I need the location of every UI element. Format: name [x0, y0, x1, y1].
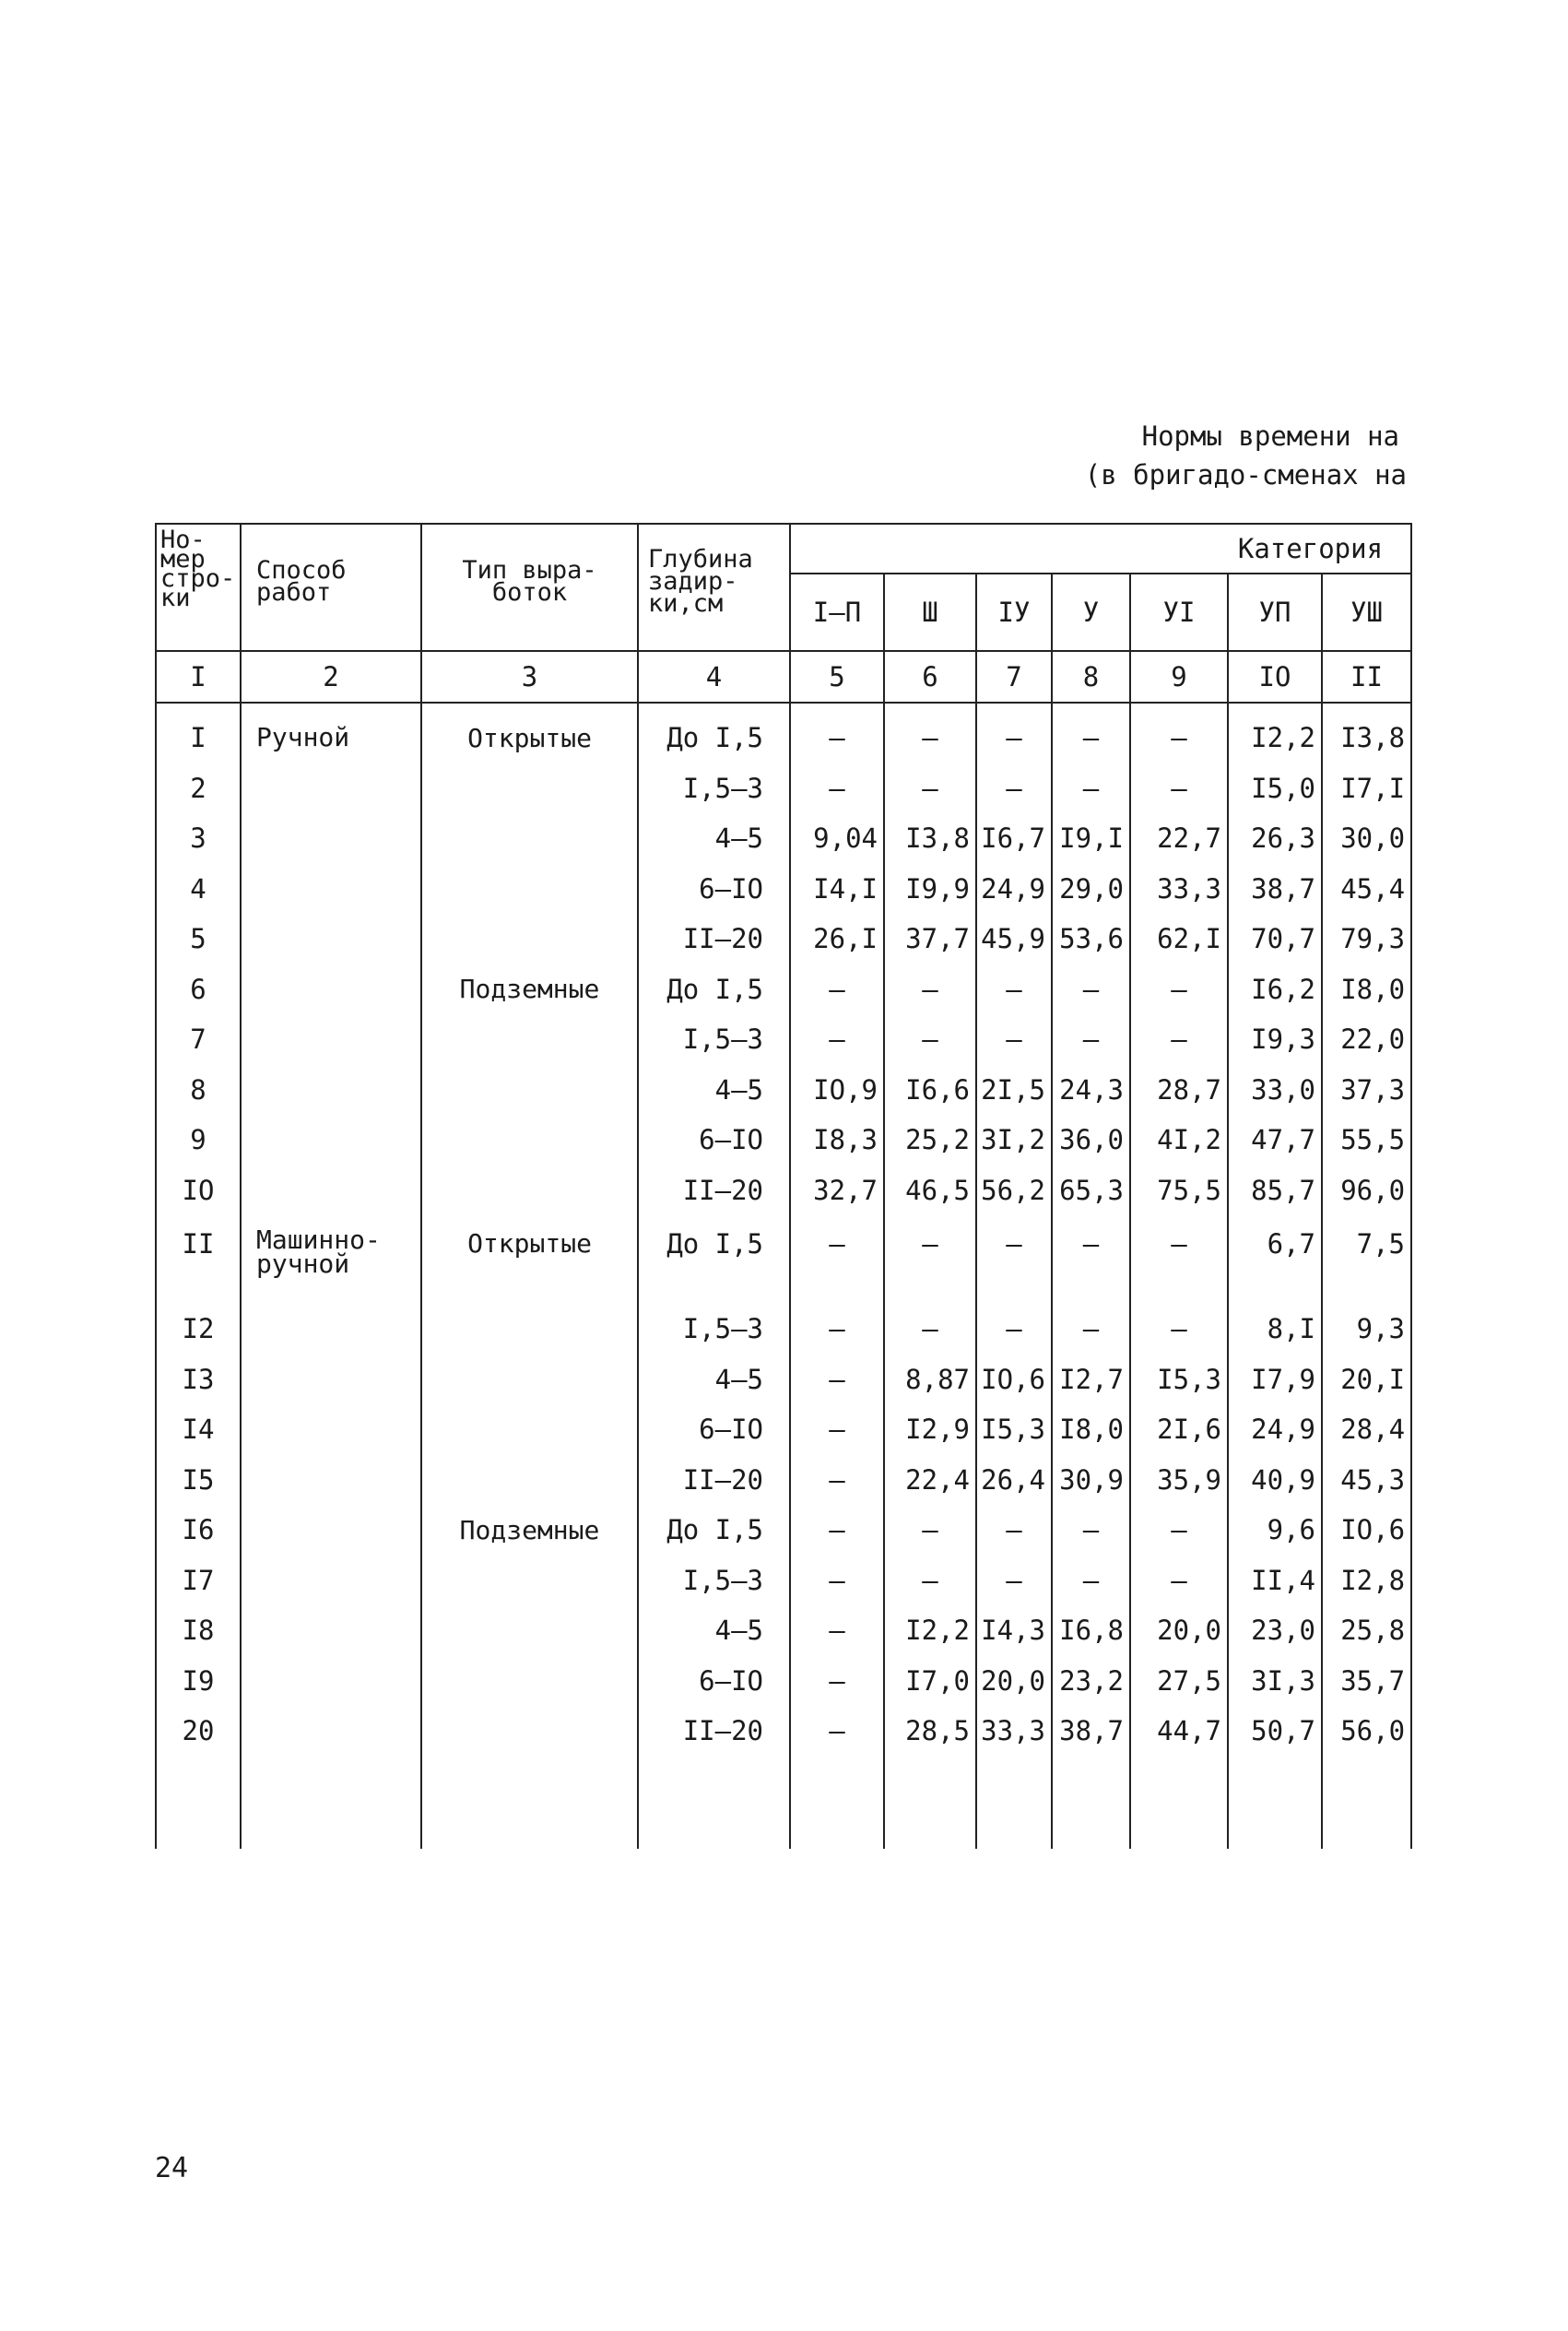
method-cell: [241, 813, 421, 864]
value-cell: I5,0: [1228, 763, 1322, 814]
method-cell: Машинно- ручной: [241, 1215, 421, 1304]
depth-cell: I,5–3: [638, 1556, 790, 1606]
value-cell: 40,9: [1228, 1455, 1322, 1506]
value-cell: I8,3: [790, 1115, 884, 1166]
column-number: 7: [976, 651, 1052, 703]
value-cell: –: [790, 1455, 884, 1506]
value-cell: 7,5: [1322, 1215, 1411, 1304]
value-cell: 62,I: [1130, 914, 1228, 964]
value-cell: –: [884, 1556, 976, 1606]
value-cell: –: [790, 1215, 884, 1304]
depth-cell: II–20: [638, 1166, 790, 1216]
value-cell: 32,7: [790, 1166, 884, 1216]
value-cell: –: [976, 1215, 1052, 1304]
value-cell: IO,9: [790, 1065, 884, 1116]
method-cell: [241, 914, 421, 964]
row-number: 8: [156, 1065, 241, 1116]
value-cell: 36,0: [1052, 1115, 1130, 1166]
value-cell: 38,7: [1228, 864, 1322, 915]
value-cell: –: [1052, 763, 1130, 814]
value-cell: I6,7: [976, 813, 1052, 864]
value-cell: 30,0: [1322, 813, 1411, 864]
row-number: 6: [156, 964, 241, 1015]
header-category-col: IУ: [976, 574, 1052, 651]
value-cell: 3I,3: [1228, 1656, 1322, 1707]
depth-cell: 6–IO: [638, 1115, 790, 1166]
header-category: Категория: [790, 524, 1411, 574]
value-cell: I8,0: [1052, 1404, 1130, 1455]
value-cell: –: [1130, 1014, 1228, 1065]
method-cell: [241, 1605, 421, 1656]
value-cell: –: [790, 1355, 884, 1405]
value-cell: –: [1130, 964, 1228, 1015]
depth-cell: До I,5: [638, 1215, 790, 1304]
working-type-cell: [421, 1304, 638, 1355]
value-cell: –: [1052, 1215, 1130, 1304]
table-row: [156, 1065, 1411, 1116]
table-row: [156, 1656, 1411, 1707]
working-type-cell: [421, 914, 638, 964]
row-number: I7: [156, 1556, 241, 1606]
value-cell: I3,8: [884, 813, 976, 864]
method-cell: [241, 763, 421, 814]
column-number: II: [1322, 651, 1411, 703]
row-number: I2: [156, 1304, 241, 1355]
value-cell: 50,7: [1228, 1706, 1322, 1757]
value-cell: 22,4: [884, 1455, 976, 1506]
value-cell: 33,0: [1228, 1065, 1322, 1116]
value-cell: I2,9: [884, 1404, 976, 1455]
table-row: [156, 703, 1411, 763]
value-cell: I6,8: [1052, 1605, 1130, 1656]
value-cell: 26,4: [976, 1455, 1052, 1506]
value-cell: 24,9: [1228, 1404, 1322, 1455]
table-row: [156, 1215, 1411, 1304]
value-cell: 3I,2: [976, 1115, 1052, 1166]
value-cell: I6,6: [884, 1065, 976, 1116]
method-cell: [241, 1404, 421, 1455]
empty-cell: [638, 1757, 790, 1849]
working-type-cell: [421, 1656, 638, 1707]
value-cell: –: [884, 1505, 976, 1556]
depth-cell: 4–5: [638, 1605, 790, 1656]
value-cell: IO,6: [976, 1355, 1052, 1405]
value-cell: –: [1052, 964, 1130, 1015]
method-cell: [241, 1706, 421, 1757]
column-number: IO: [1228, 651, 1322, 703]
value-cell: 56,2: [976, 1166, 1052, 1216]
value-cell: I4,I: [790, 864, 884, 915]
working-type-cell: [421, 864, 638, 915]
header-category-col: УП: [1228, 574, 1322, 651]
page-number: 24: [155, 2152, 189, 2184]
value-cell: 65,3: [1052, 1166, 1130, 1216]
value-cell: 70,7: [1228, 914, 1322, 964]
depth-cell: I,5–3: [638, 1014, 790, 1065]
empty-cell: [1130, 1757, 1228, 1849]
row-number: 4: [156, 864, 241, 915]
depth-cell: 6–IO: [638, 1404, 790, 1455]
header-category-col: I–П: [790, 574, 884, 651]
value-cell: 24,9: [976, 864, 1052, 915]
depth-cell: До I,5: [638, 964, 790, 1015]
method-cell: [241, 1455, 421, 1506]
value-cell: –: [790, 1706, 884, 1757]
value-cell: I2,7: [1052, 1355, 1130, 1405]
value-cell: –: [976, 703, 1052, 763]
value-cell: 2I,5: [976, 1065, 1052, 1116]
working-type-cell: Подземные: [421, 1505, 638, 1556]
table-row: [156, 1505, 1411, 1556]
value-cell: 23,0: [1228, 1605, 1322, 1656]
value-cell: –: [976, 763, 1052, 814]
depth-cell: II–20: [638, 1706, 790, 1757]
value-cell: 56,0: [1322, 1706, 1411, 1757]
table-row: [156, 1706, 1411, 1757]
depth-cell: I,5–3: [638, 763, 790, 814]
value-cell: 8,I: [1228, 1304, 1322, 1355]
value-cell: I9,I: [1052, 813, 1130, 864]
value-cell: 20,I: [1322, 1355, 1411, 1405]
header-category-col: УI: [1130, 574, 1228, 651]
row-number: I4: [156, 1404, 241, 1455]
depth-cell: До I,5: [638, 703, 790, 763]
value-cell: –: [790, 1404, 884, 1455]
value-cell: 53,6: [1052, 914, 1130, 964]
value-cell: 29,0: [1052, 864, 1130, 915]
norms-table: [155, 523, 1410, 1809]
value-cell: 45,9: [976, 914, 1052, 964]
value-cell: –: [1130, 1304, 1228, 1355]
header-working-type: Тип выра- боток: [421, 524, 638, 651]
header-method: Способ работ: [241, 524, 421, 651]
value-cell: –: [790, 1304, 884, 1355]
value-cell: 8,87: [884, 1355, 976, 1405]
working-type-cell: [421, 1556, 638, 1606]
row-number: I9: [156, 1656, 241, 1707]
value-cell: 23,2: [1052, 1656, 1130, 1707]
depth-cell: II–20: [638, 1455, 790, 1506]
table-row: [156, 864, 1411, 915]
table-row: [156, 1605, 1411, 1656]
value-cell: –: [790, 1014, 884, 1065]
value-cell: 25,2: [884, 1115, 976, 1166]
empty-cell: [1052, 1757, 1130, 1849]
value-cell: 27,5: [1130, 1656, 1228, 1707]
caption-line-2: (в бригадо-сменах на: [1084, 459, 1407, 491]
depth-cell: II–20: [638, 914, 790, 964]
value-cell: 38,7: [1052, 1706, 1130, 1757]
value-cell: –: [1130, 763, 1228, 814]
table-spacer-row: [156, 1757, 1411, 1849]
table-row: [156, 763, 1411, 814]
header-category-col: Ш: [884, 574, 976, 651]
value-cell: –: [976, 1014, 1052, 1065]
value-cell: 79,3: [1322, 914, 1411, 964]
value-cell: I2,2: [884, 1605, 976, 1656]
value-cell: –: [884, 1215, 976, 1304]
depth-cell: 6–IO: [638, 1656, 790, 1707]
working-type-cell: [421, 1355, 638, 1405]
value-cell: –: [790, 964, 884, 1015]
row-number: 9: [156, 1115, 241, 1166]
value-cell: 37,7: [884, 914, 976, 964]
row-number: I: [156, 703, 241, 763]
working-type-cell: Открытые: [421, 1215, 638, 1304]
value-cell: II,4: [1228, 1556, 1322, 1606]
working-type-cell: [421, 1065, 638, 1116]
column-number: I: [156, 651, 241, 703]
method-cell: [241, 964, 421, 1015]
empty-cell: [1228, 1757, 1322, 1849]
value-cell: 9,6: [1228, 1505, 1322, 1556]
value-cell: I5,3: [1130, 1355, 1228, 1405]
row-number: I8: [156, 1605, 241, 1656]
working-type-cell: [421, 1014, 638, 1065]
table-row: [156, 1556, 1411, 1606]
value-cell: –: [976, 964, 1052, 1015]
table-row: [156, 1404, 1411, 1455]
value-cell: –: [976, 1505, 1052, 1556]
table-row: [156, 1355, 1411, 1405]
depth-cell: 6–IO: [638, 864, 790, 915]
value-cell: 28,7: [1130, 1065, 1228, 1116]
value-cell: 26,3: [1228, 813, 1322, 864]
column-number: 2: [241, 651, 421, 703]
value-cell: 44,7: [1130, 1706, 1228, 1757]
value-cell: I9,3: [1228, 1014, 1322, 1065]
value-cell: 25,8: [1322, 1605, 1411, 1656]
value-cell: –: [884, 1304, 976, 1355]
method-cell: [241, 1014, 421, 1065]
empty-cell: [976, 1757, 1052, 1849]
table-row: [156, 1014, 1411, 1065]
empty-cell: [1322, 1757, 1411, 1849]
value-cell: 35,7: [1322, 1656, 1411, 1707]
table-row: [156, 813, 1411, 864]
value-cell: –: [884, 1014, 976, 1065]
value-cell: –: [1052, 1304, 1130, 1355]
working-type-cell: [421, 1166, 638, 1216]
value-cell: 20,0: [976, 1656, 1052, 1707]
value-cell: I7,9: [1228, 1355, 1322, 1405]
value-cell: 46,5: [884, 1166, 976, 1216]
value-cell: 4I,2: [1130, 1115, 1228, 1166]
row-number: 7: [156, 1014, 241, 1065]
value-cell: –: [790, 1556, 884, 1606]
depth-cell: 4–5: [638, 813, 790, 864]
value-cell: 6,7: [1228, 1215, 1322, 1304]
value-cell: I7,0: [884, 1656, 976, 1707]
header-row-number: Но- мер стро- ки: [156, 524, 241, 651]
working-type-cell: [421, 1706, 638, 1757]
value-cell: 26,I: [790, 914, 884, 964]
table-row: [156, 964, 1411, 1015]
table-row: [156, 1166, 1411, 1216]
method-cell: [241, 1656, 421, 1707]
value-cell: –: [1052, 1556, 1130, 1606]
value-cell: I6,2: [1228, 964, 1322, 1015]
value-cell: –: [1130, 1215, 1228, 1304]
table-row: [156, 1304, 1411, 1355]
table-row: [156, 1455, 1411, 1506]
value-cell: 28,4: [1322, 1404, 1411, 1455]
empty-cell: [241, 1757, 421, 1849]
depth-cell: 4–5: [638, 1065, 790, 1116]
value-cell: –: [976, 1556, 1052, 1606]
method-cell: [241, 1166, 421, 1216]
value-cell: 9,04: [790, 813, 884, 864]
method-cell: [241, 1304, 421, 1355]
caption-line-1: Нормы времени на: [1141, 420, 1399, 452]
method-cell: [241, 1505, 421, 1556]
working-type-cell: [421, 1115, 638, 1166]
value-cell: –: [884, 703, 976, 763]
method-cell: [241, 1065, 421, 1116]
column-number: 8: [1052, 651, 1130, 703]
value-cell: –: [790, 1605, 884, 1656]
value-cell: 37,3: [1322, 1065, 1411, 1116]
row-number: 5: [156, 914, 241, 964]
row-number: I6: [156, 1505, 241, 1556]
value-cell: 75,5: [1130, 1166, 1228, 1216]
depth-cell: 4–5: [638, 1355, 790, 1405]
value-cell: 33,3: [1130, 864, 1228, 915]
method-cell: Ручной: [241, 703, 421, 763]
empty-cell: [421, 1757, 638, 1849]
working-type-cell: [421, 1605, 638, 1656]
empty-cell: [884, 1757, 976, 1849]
value-cell: –: [790, 1505, 884, 1556]
working-type-cell: Подземные: [421, 964, 638, 1015]
column-number: 6: [884, 651, 976, 703]
value-cell: 47,7: [1228, 1115, 1322, 1166]
empty-cell: [156, 1757, 241, 1849]
value-cell: –: [790, 763, 884, 814]
value-cell: I7,I: [1322, 763, 1411, 814]
value-cell: 22,7: [1130, 813, 1228, 864]
value-cell: 35,9: [1130, 1455, 1228, 1506]
value-cell: –: [790, 1656, 884, 1707]
value-cell: 45,4: [1322, 864, 1411, 915]
value-cell: 20,0: [1130, 1605, 1228, 1656]
value-cell: I4,3: [976, 1605, 1052, 1656]
value-cell: –: [790, 703, 884, 763]
value-cell: –: [1130, 1505, 1228, 1556]
method-cell: [241, 1115, 421, 1166]
row-number: IO: [156, 1166, 241, 1216]
value-cell: 55,5: [1322, 1115, 1411, 1166]
value-cell: –: [1130, 703, 1228, 763]
column-number: 4: [638, 651, 790, 703]
header-category-col: УШ: [1322, 574, 1411, 651]
column-number: 5: [790, 651, 884, 703]
method-cell: [241, 1355, 421, 1405]
value-cell: 96,0: [1322, 1166, 1411, 1216]
value-cell: 85,7: [1228, 1166, 1322, 1216]
row-number: 20: [156, 1706, 241, 1757]
value-cell: I2,2: [1228, 703, 1322, 763]
method-cell: [241, 864, 421, 915]
value-cell: –: [1130, 1556, 1228, 1606]
value-cell: –: [884, 763, 976, 814]
row-number: 2: [156, 763, 241, 814]
method-cell: [241, 1556, 421, 1606]
table-row: [156, 914, 1411, 964]
value-cell: 2I,6: [1130, 1404, 1228, 1455]
value-cell: I2,8: [1322, 1556, 1411, 1606]
working-type-cell: Открытые: [421, 703, 638, 763]
value-cell: 45,3: [1322, 1455, 1411, 1506]
value-cell: –: [976, 1304, 1052, 1355]
working-type-cell: [421, 813, 638, 864]
depth-cell: I,5–3: [638, 1304, 790, 1355]
row-number: I3: [156, 1355, 241, 1405]
header-depth: Глубина задир- ки,см: [638, 524, 790, 651]
row-number: I5: [156, 1455, 241, 1506]
value-cell: 28,5: [884, 1706, 976, 1757]
row-number: 3: [156, 813, 241, 864]
value-cell: I9,9: [884, 864, 976, 915]
value-cell: I8,0: [1322, 964, 1411, 1015]
header-category-col: У: [1052, 574, 1130, 651]
value-cell: 22,0: [1322, 1014, 1411, 1065]
working-type-cell: [421, 1404, 638, 1455]
value-cell: –: [1052, 1505, 1130, 1556]
column-number: 9: [1130, 651, 1228, 703]
value-cell: 9,3: [1322, 1304, 1411, 1355]
value-cell: –: [1052, 703, 1130, 763]
row-number: II: [156, 1215, 241, 1304]
working-type-cell: [421, 763, 638, 814]
table-row: [156, 1115, 1411, 1166]
value-cell: –: [884, 964, 976, 1015]
depth-cell: До I,5: [638, 1505, 790, 1556]
column-number: 3: [421, 651, 638, 703]
working-type-cell: [421, 1455, 638, 1506]
value-cell: I5,3: [976, 1404, 1052, 1455]
value-cell: 33,3: [976, 1706, 1052, 1757]
value-cell: IO,6: [1322, 1505, 1411, 1556]
value-cell: –: [1052, 1014, 1130, 1065]
value-cell: I3,8: [1322, 703, 1411, 763]
value-cell: 24,3: [1052, 1065, 1130, 1116]
value-cell: 30,9: [1052, 1455, 1130, 1506]
empty-cell: [790, 1757, 884, 1849]
